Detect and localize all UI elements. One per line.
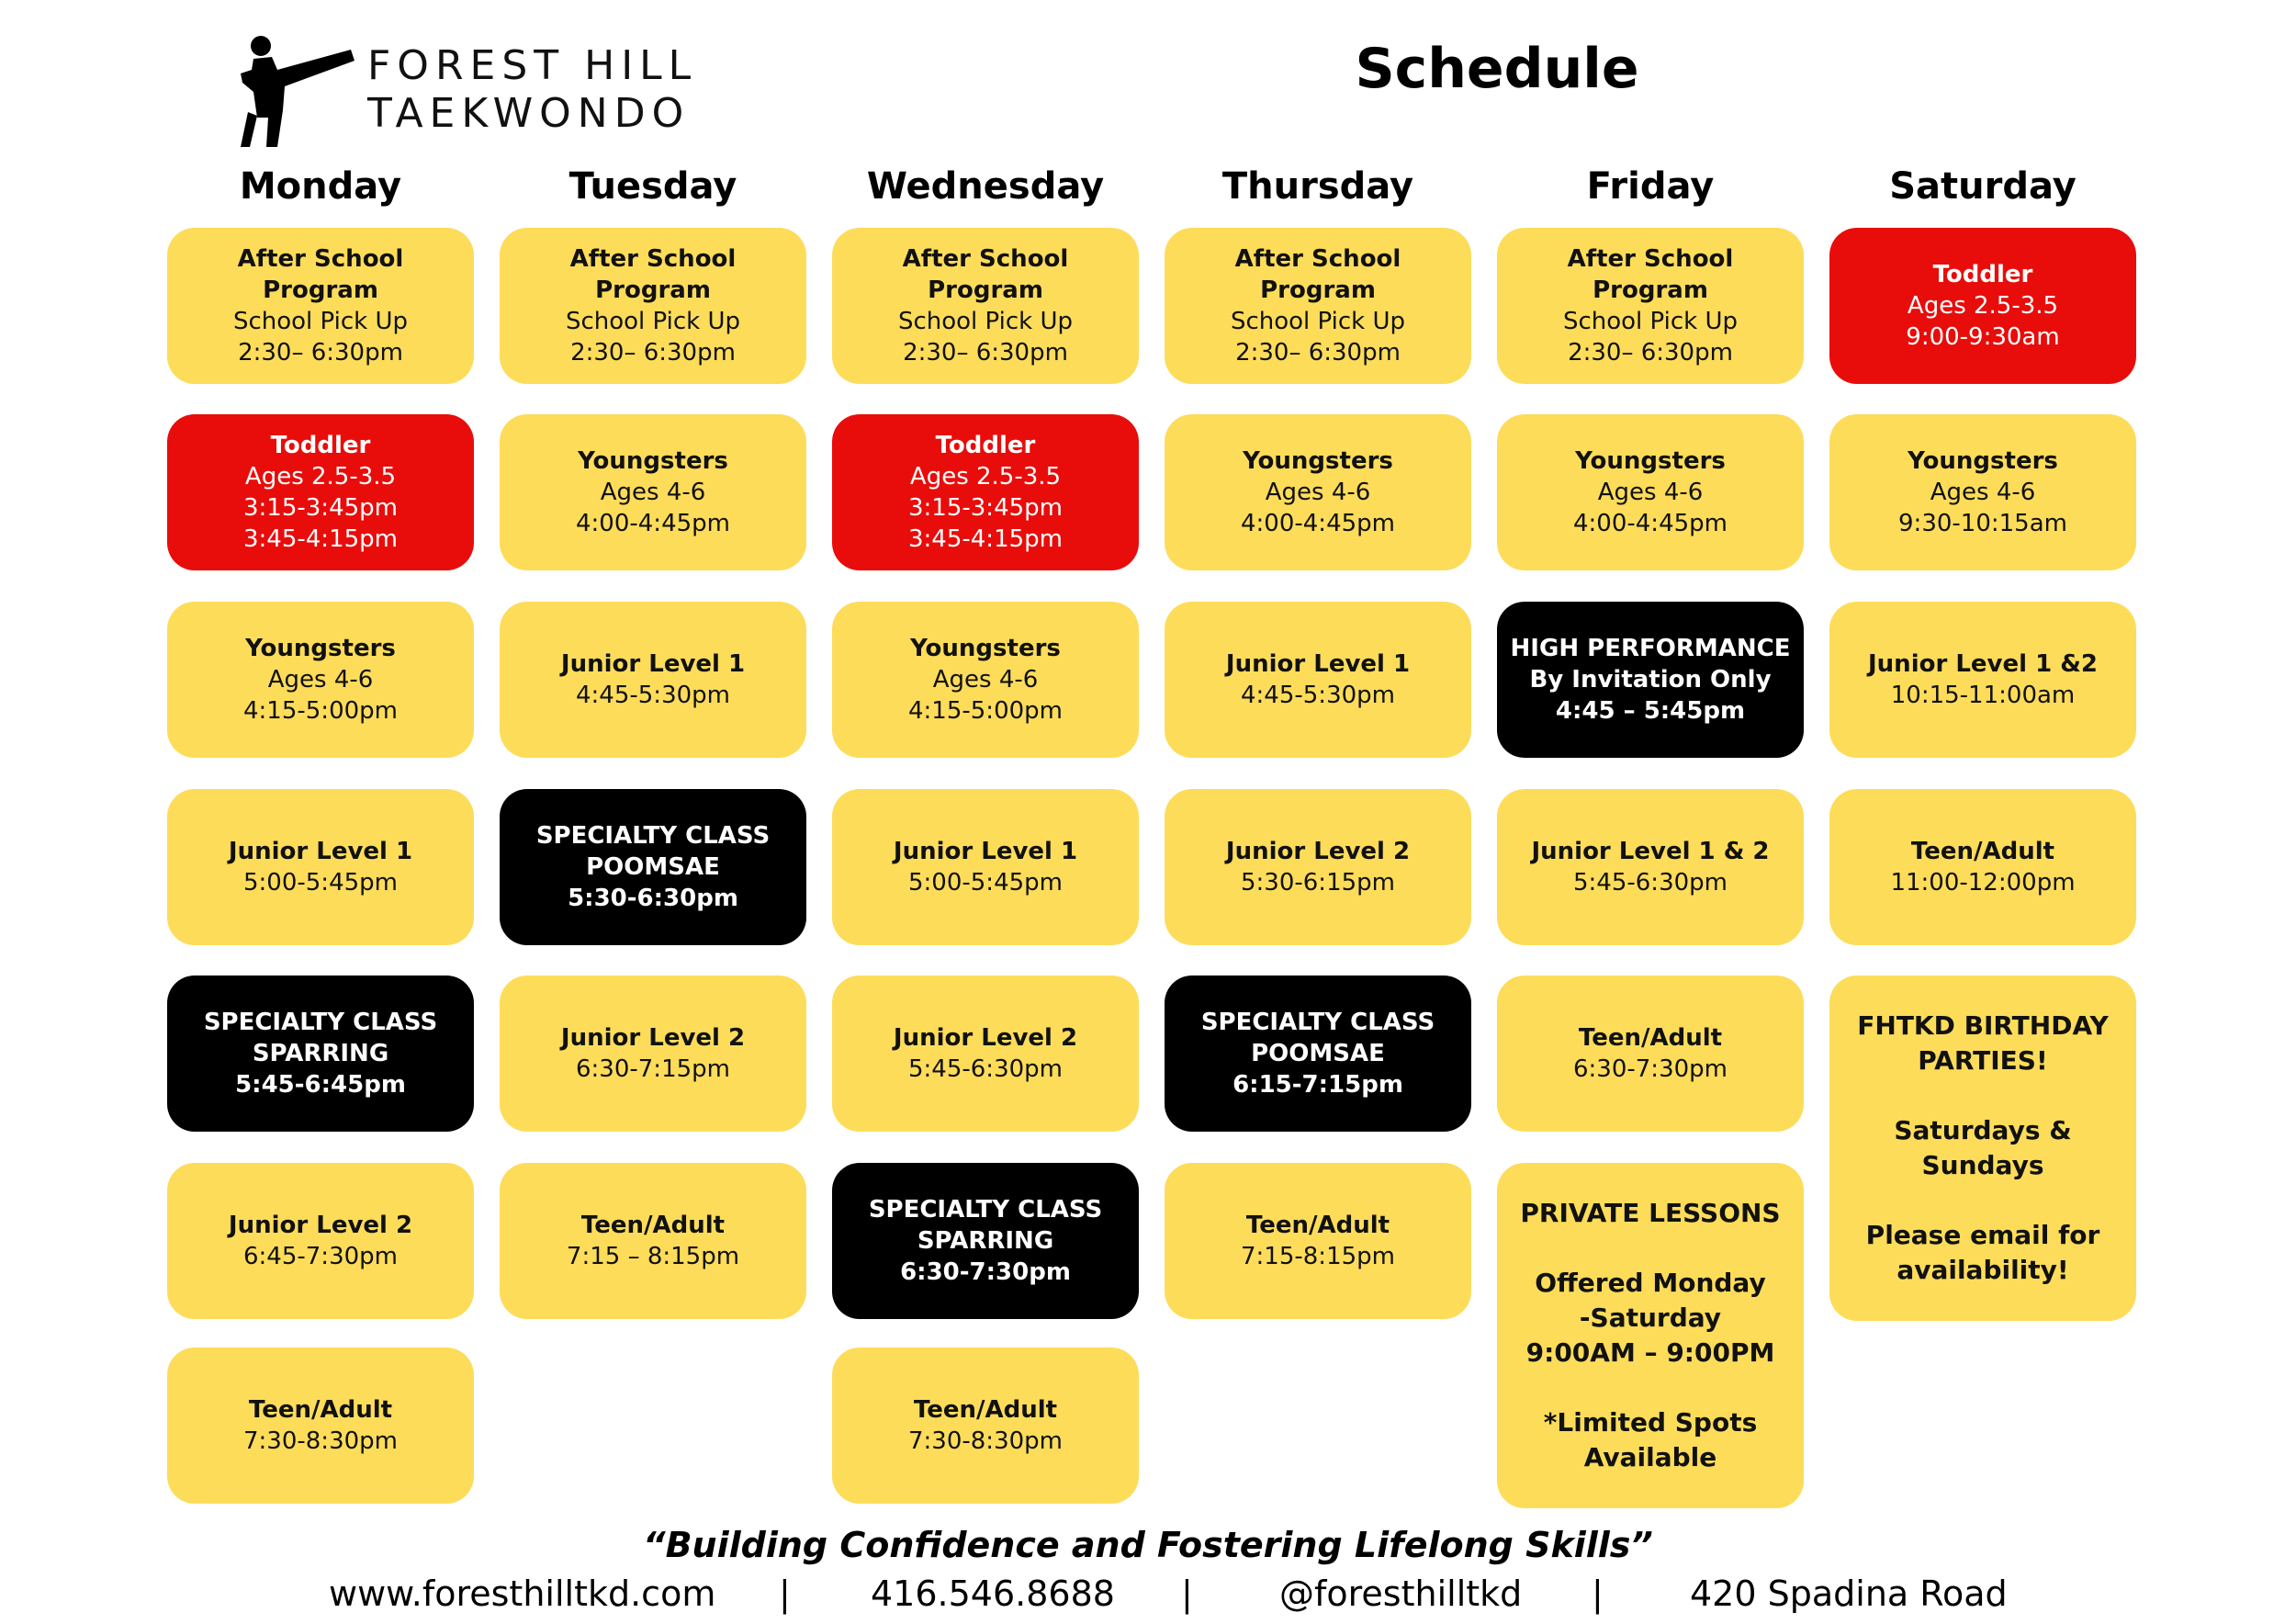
class-card	[167, 602, 474, 758]
class-card	[1497, 1163, 1804, 1508]
class-title: Junior Level 2	[893, 1024, 1078, 1052]
day-header-saturday: Saturday	[1889, 165, 2077, 208]
class-card	[832, 414, 1139, 570]
class-card	[167, 789, 474, 945]
logo-line-1: FOREST HILL	[367, 42, 698, 89]
class-card	[500, 228, 806, 384]
class-card	[1829, 414, 2136, 570]
class-detail: 6:15-7:15pm	[1232, 1071, 1403, 1099]
class-detail: 5:45-6:30pm	[1573, 869, 1728, 897]
class-title: After School Program	[237, 245, 404, 304]
class-detail: Please email for	[1865, 1220, 2100, 1250]
class-card	[500, 1163, 806, 1319]
class-card	[167, 976, 474, 1132]
class-detail: Available	[1583, 1442, 1717, 1472]
class-detail: SPARRING	[917, 1227, 1054, 1255]
class-card	[1165, 976, 1471, 1132]
class-detail: 4:15-5:00pm	[908, 697, 1063, 725]
class-detail: 5:45-6:45pm	[235, 1071, 406, 1099]
class-detail: 6:30-7:30pm	[900, 1258, 1071, 1286]
class-detail: 2:30– 6:30pm	[570, 339, 736, 367]
class-title: SPECIALTY CLASS	[868, 1196, 1103, 1224]
class-title: Junior Level 2	[560, 1024, 746, 1052]
class-title: After School Program	[1567, 245, 1734, 304]
class-card	[167, 1348, 474, 1504]
class-detail: 4:00-4:45pm	[1573, 510, 1728, 537]
class-title: Teen/Adult	[580, 1212, 726, 1239]
class-detail: 3:15-3:45pm	[243, 494, 398, 522]
class-detail: Sundays	[1921, 1150, 2044, 1180]
class-card	[167, 1163, 474, 1319]
logo-line-2: TAEKWONDO	[367, 90, 691, 137]
class-card	[500, 414, 806, 570]
class-card	[1497, 789, 1804, 945]
class-detail: 9:00-9:30am	[1906, 323, 2060, 351]
class-card	[500, 976, 806, 1132]
class-title: Teen/Adult	[248, 1396, 393, 1424]
day-header-thursday: Thursday	[1221, 165, 1414, 208]
class-detail: POOMSAE	[1251, 1040, 1385, 1067]
page-title: Schedule	[1355, 37, 1639, 101]
class-title: Youngsters	[578, 447, 728, 475]
tagline: “Building Confidence and Fostering Lifelong Skills”	[643, 1525, 1653, 1565]
address: 420 Spadina Road	[1690, 1573, 2008, 1614]
class-detail: School Pick Up	[232, 308, 409, 335]
class-title: PRIVATE LESSONS	[1520, 1198, 1781, 1228]
class-card	[832, 602, 1139, 758]
social-handle[interactable]: @foresthilltkd	[1279, 1573, 1523, 1614]
class-title: FHTKD BIRTHDAY	[1857, 1010, 2109, 1041]
class-detail: -Saturday	[1579, 1303, 1722, 1333]
class-detail: 3:15-3:45pm	[908, 494, 1063, 522]
class-detail: 2:30– 6:30pm	[1568, 339, 1733, 367]
class-detail: 5:00-5:45pm	[908, 869, 1063, 897]
class-detail: 4:45-5:30pm	[576, 682, 730, 709]
phone-number[interactable]: 416.546.8688	[871, 1573, 1115, 1614]
class-detail: By Invitation Only	[1529, 666, 1772, 694]
class-title: Teen/Adult	[1578, 1024, 1723, 1052]
class-card	[832, 976, 1139, 1132]
class-title: HIGH PERFORMANCE	[1510, 635, 1791, 662]
class-detail: 6:30-7:15pm	[576, 1055, 730, 1083]
class-detail: 5:30-6:15pm	[1241, 869, 1395, 897]
class-card	[832, 228, 1139, 384]
class-detail: 6:45-7:30pm	[243, 1243, 398, 1270]
class-card	[1165, 414, 1471, 570]
class-detail: PARTIES!	[1918, 1045, 2048, 1076]
class-title: SPECIALTY CLASS	[1200, 1009, 1435, 1036]
class-detail: POOMSAE	[586, 853, 720, 881]
class-detail: 7:30-8:30pm	[243, 1427, 398, 1455]
class-detail: 7:15-8:15pm	[1241, 1243, 1395, 1270]
class-title: Junior Level 1	[1225, 650, 1411, 678]
class-card	[1497, 976, 1804, 1132]
class-title: Junior Level 1 &2	[1868, 650, 2098, 678]
class-detail: Ages 4-6	[1265, 479, 1371, 506]
class-detail: 4:45 – 5:45pm	[1555, 697, 1746, 725]
class-title: After School Program	[1234, 245, 1401, 304]
day-header-friday: Friday	[1586, 165, 1715, 208]
class-detail: 2:30– 6:30pm	[903, 339, 1068, 367]
class-detail: availability!	[1896, 1255, 2069, 1285]
day-header-wednesday: Wednesday	[866, 165, 1105, 208]
class-title: After School Program	[569, 245, 737, 304]
class-title: Toddler	[935, 432, 1036, 459]
class-card	[1165, 1163, 1471, 1319]
class-title: Junior Level 2	[1225, 838, 1411, 865]
class-detail: Ages 4-6	[1597, 479, 1704, 506]
class-card	[1165, 228, 1471, 384]
class-detail: Ages 2.5-3.5	[244, 463, 397, 491]
class-detail: SPARRING	[252, 1040, 389, 1067]
class-detail: 4:45-5:30pm	[1241, 682, 1395, 709]
class-detail: 6:30-7:30pm	[1573, 1055, 1728, 1083]
class-card	[1829, 976, 2136, 1321]
class-title: Youngsters	[1243, 447, 1393, 475]
class-detail: 9:00AM – 9:00PM	[1525, 1337, 1775, 1368]
class-title: Toddler	[1932, 261, 2033, 288]
class-detail: 3:45-4:15pm	[243, 525, 398, 553]
class-detail: 7:15 – 8:15pm	[566, 1243, 740, 1270]
class-card	[500, 602, 806, 758]
class-detail: 9:30-10:15am	[1898, 510, 2067, 537]
day-header-tuesday: Tuesday	[568, 165, 737, 208]
class-card	[167, 414, 474, 570]
class-title: SPECIALTY CLASS	[535, 822, 771, 850]
website-link[interactable]: www.foresthilltkd.com	[329, 1573, 716, 1614]
class-detail: Saturdays &	[1894, 1115, 2072, 1145]
class-detail: 5:00-5:45pm	[243, 869, 398, 897]
class-card	[1829, 789, 2136, 945]
class-detail: 4:15-5:00pm	[243, 697, 398, 725]
class-card	[832, 1163, 1139, 1319]
class-detail: 4:00-4:45pm	[576, 510, 730, 537]
class-detail: Ages 2.5-3.5	[909, 463, 1062, 491]
class-detail: School Pick Up	[1230, 308, 1406, 335]
class-card	[1497, 414, 1804, 570]
class-title: Junior Level 2	[228, 1212, 413, 1239]
class-card	[1829, 602, 2136, 758]
class-detail: *Limited Spots	[1543, 1407, 1758, 1438]
day-header-monday: Monday	[239, 165, 402, 208]
class-title: Teen/Adult	[1245, 1212, 1390, 1239]
class-detail: Ages 2.5-3.5	[1907, 292, 2059, 320]
class-title: Youngsters	[1908, 447, 2058, 475]
separator: |	[1181, 1573, 1193, 1614]
class-title: Teen/Adult	[913, 1396, 1058, 1424]
logo	[241, 33, 718, 148]
martial-artist-kick-icon	[241, 33, 360, 148]
class-title: Junior Level 1	[560, 650, 746, 678]
class-detail: Ages 4-6	[1930, 479, 2036, 506]
class-title: Toddler	[270, 432, 371, 459]
class-card	[832, 789, 1139, 945]
class-card	[167, 228, 474, 384]
class-detail: School Pick Up	[565, 308, 741, 335]
class-title: Youngsters	[910, 635, 1061, 662]
class-title: Junior Level 1	[228, 838, 413, 865]
class-detail: 11:00-12:00pm	[1890, 869, 2076, 897]
class-detail: 2:30– 6:30pm	[238, 339, 403, 367]
class-card	[1165, 602, 1471, 758]
separator: |	[779, 1573, 791, 1614]
class-title: After School Program	[902, 245, 1069, 304]
class-detail: 10:15-11:00am	[1890, 682, 2076, 709]
class-title: Teen/Adult	[1910, 838, 2055, 865]
class-detail: Ages 4-6	[932, 666, 1039, 694]
class-card	[832, 1348, 1139, 1504]
class-title: Junior Level 1	[893, 838, 1078, 865]
class-title: Youngsters	[1575, 447, 1726, 475]
class-detail: Offered Monday	[1535, 1268, 1766, 1298]
class-title: Youngsters	[245, 635, 396, 662]
class-detail: 5:30-6:30pm	[568, 885, 738, 912]
class-detail: 2:30– 6:30pm	[1235, 339, 1401, 367]
class-card	[1497, 602, 1804, 758]
class-detail: Ages 4-6	[267, 666, 374, 694]
class-detail: 3:45-4:15pm	[908, 525, 1063, 553]
class-detail: School Pick Up	[1562, 308, 1739, 335]
class-card	[1165, 789, 1471, 945]
class-card	[1829, 228, 2136, 384]
class-title: SPECIALTY CLASS	[203, 1009, 438, 1036]
class-detail: 5:45-6:30pm	[908, 1055, 1063, 1083]
class-card	[1497, 228, 1804, 384]
class-detail: 7:30-8:30pm	[908, 1427, 1063, 1455]
class-detail: School Pick Up	[897, 308, 1074, 335]
class-card	[500, 789, 806, 945]
class-title: Junior Level 1 & 2	[1531, 838, 1770, 865]
separator: |	[1592, 1573, 1604, 1614]
logo-text	[367, 42, 697, 138]
class-detail: 4:00-4:45pm	[1241, 510, 1395, 537]
class-detail: Ages 4-6	[600, 479, 706, 506]
